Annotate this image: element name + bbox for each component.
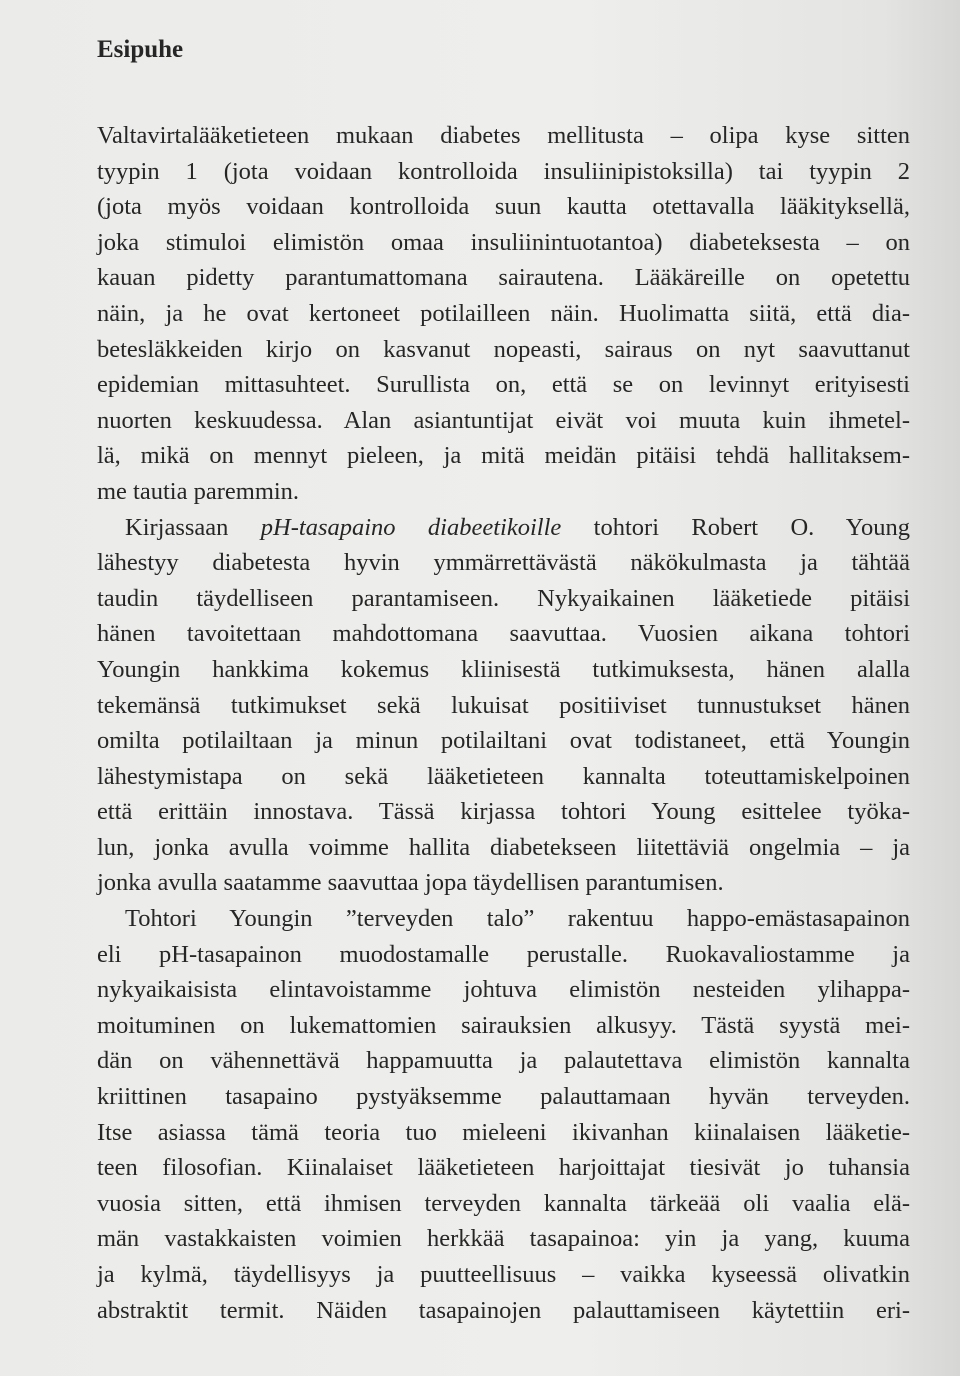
book-title-italic: pH-tasapaino diabeetikoille: [260, 513, 562, 541]
text-line: näin, ja he ovat kertoneet potilailleen näin. Huolimatta siitä, että dia-: [97, 299, 910, 327]
text-line: tekemänsä tutkimukset sekä lukuisat positiiviset tunnustukset hänen: [97, 691, 910, 719]
text-line: Tohtori Youngin ”terveyden talo” rakentuu happo-emästasapainon: [125, 905, 910, 933]
body-text: [97, 118, 910, 1328]
text-line: Valtavirtalääketieteen mukaan diabetes mellitusta – olipa kyse sitten: [97, 122, 910, 149]
text-line: Youngin hankkima kokemus kliinisestä tutkimuksesta, hänen alalla: [97, 655, 910, 683]
text-line: teen filosofian. Kiinalaiset lääketieteen harjoittajat tiesivät jo tuhansia: [97, 1154, 910, 1182]
text-line: omilta potilailtaan ja minun potilailtani ovat todistaneet, että Youngin: [97, 727, 910, 755]
text-line: että erittäin innostava. Tässä kirjassa tohtori Young esittelee työka-: [97, 798, 910, 826]
text-line: Itse asiassa tämä teoria tuo mieleeni ikivanhan kiinalaisen lääketie-: [97, 1118, 910, 1146]
text-line: betesläkkeiden kirjo on kasvanut nopeasti, sairaus on nyt saavuttanut: [97, 335, 910, 363]
text-line: tyypin 1 (jota voidaan kontrolloida insuliinipistoksilla) tai tyypin 2: [97, 157, 910, 185]
text-line: lun, jonka avulla voimme hallita diabetekseen liitettäviä ongelmia – ja: [97, 833, 910, 861]
text-line: kauan pidetty parantumattomana sairautena. Lääkäreille on opetettu: [97, 264, 910, 292]
text-segment: tohtori Robert O. Young: [561, 513, 910, 541]
text-line: hänen tavoitettaan mahdottomana saavuttaa. Vuosien aikana tohtori: [97, 620, 910, 648]
chapter-title: Esipuhe: [97, 36, 184, 63]
text-line: moituminen on lukemattomien sairauksien alkusyy. Tästä syystä mei-: [97, 1011, 910, 1039]
text-line: kriittinen tasapaino pystyäksemme palauttamaan hyvän terveyden.: [97, 1083, 910, 1111]
text-line: lähestymistapa on sekä lääketieteen kannalta toteuttamiskelpoinen: [97, 762, 910, 790]
text-line: lä, mikä on mennyt pieleen, ja mitä meidän pitäisi tehdä hallitaksem-: [97, 442, 910, 470]
text-segment: Kirjassaan: [125, 513, 261, 541]
text-line: epidemian mittasuhteet. Surullista on, että se on levinnyt erityisesti: [97, 371, 910, 399]
text-line: joka stimuloi elimistön omaa insuliinintuotantoa) diabeteksesta – on: [97, 228, 910, 256]
text-line: me tautia paremmin.: [97, 477, 300, 505]
text-line: nykyaikaisista elintavoistamme johtuva elimistön nesteiden ylihappa-: [97, 976, 910, 1004]
text-line: taudin täydelliseen parantamiseen. Nykyaikainen lääketiede pitäisi: [97, 584, 910, 612]
text-line: dän on vähennettävä happamuutta ja palautettava elimistön kannalta: [97, 1047, 910, 1075]
text-line: män vastakkaisten voimien herkkää tasapainoa: yin ja yang, kuuma: [97, 1225, 910, 1253]
text-line: (jota myös voidaan kontrolloida suun kautta otettavalla lääkityksellä,: [97, 193, 910, 221]
text-line: jonka avulla saatamme saavuttaa jopa täydellisen parantumisen.: [97, 869, 724, 897]
text-line: lähestyy diabetesta hyvin ymmärrettävästä näkökulmasta ja tähtää: [97, 549, 910, 577]
text-line: [97, 510, 910, 546]
text-line: nuorten keskuudessa. Alan asiantuntijat eivät voi muuta kuin ihmetel-: [97, 406, 910, 434]
text-line: ja kylmä, täydellisyys ja puutteellisuus – vaikka kyseessä olivatkin: [97, 1261, 910, 1288]
text-line: eli pH-tasapainon muodostamalle perustalle. Ruokavaliostamme ja: [97, 940, 910, 968]
text-line: vuosia sitten, että ihmisen terveyden kannalta tärkeää oli vaalia elä-: [97, 1189, 910, 1217]
text-line: abstraktit termit. Näiden tasapainojen palauttamiseen käytettiin eri-: [97, 1296, 910, 1324]
